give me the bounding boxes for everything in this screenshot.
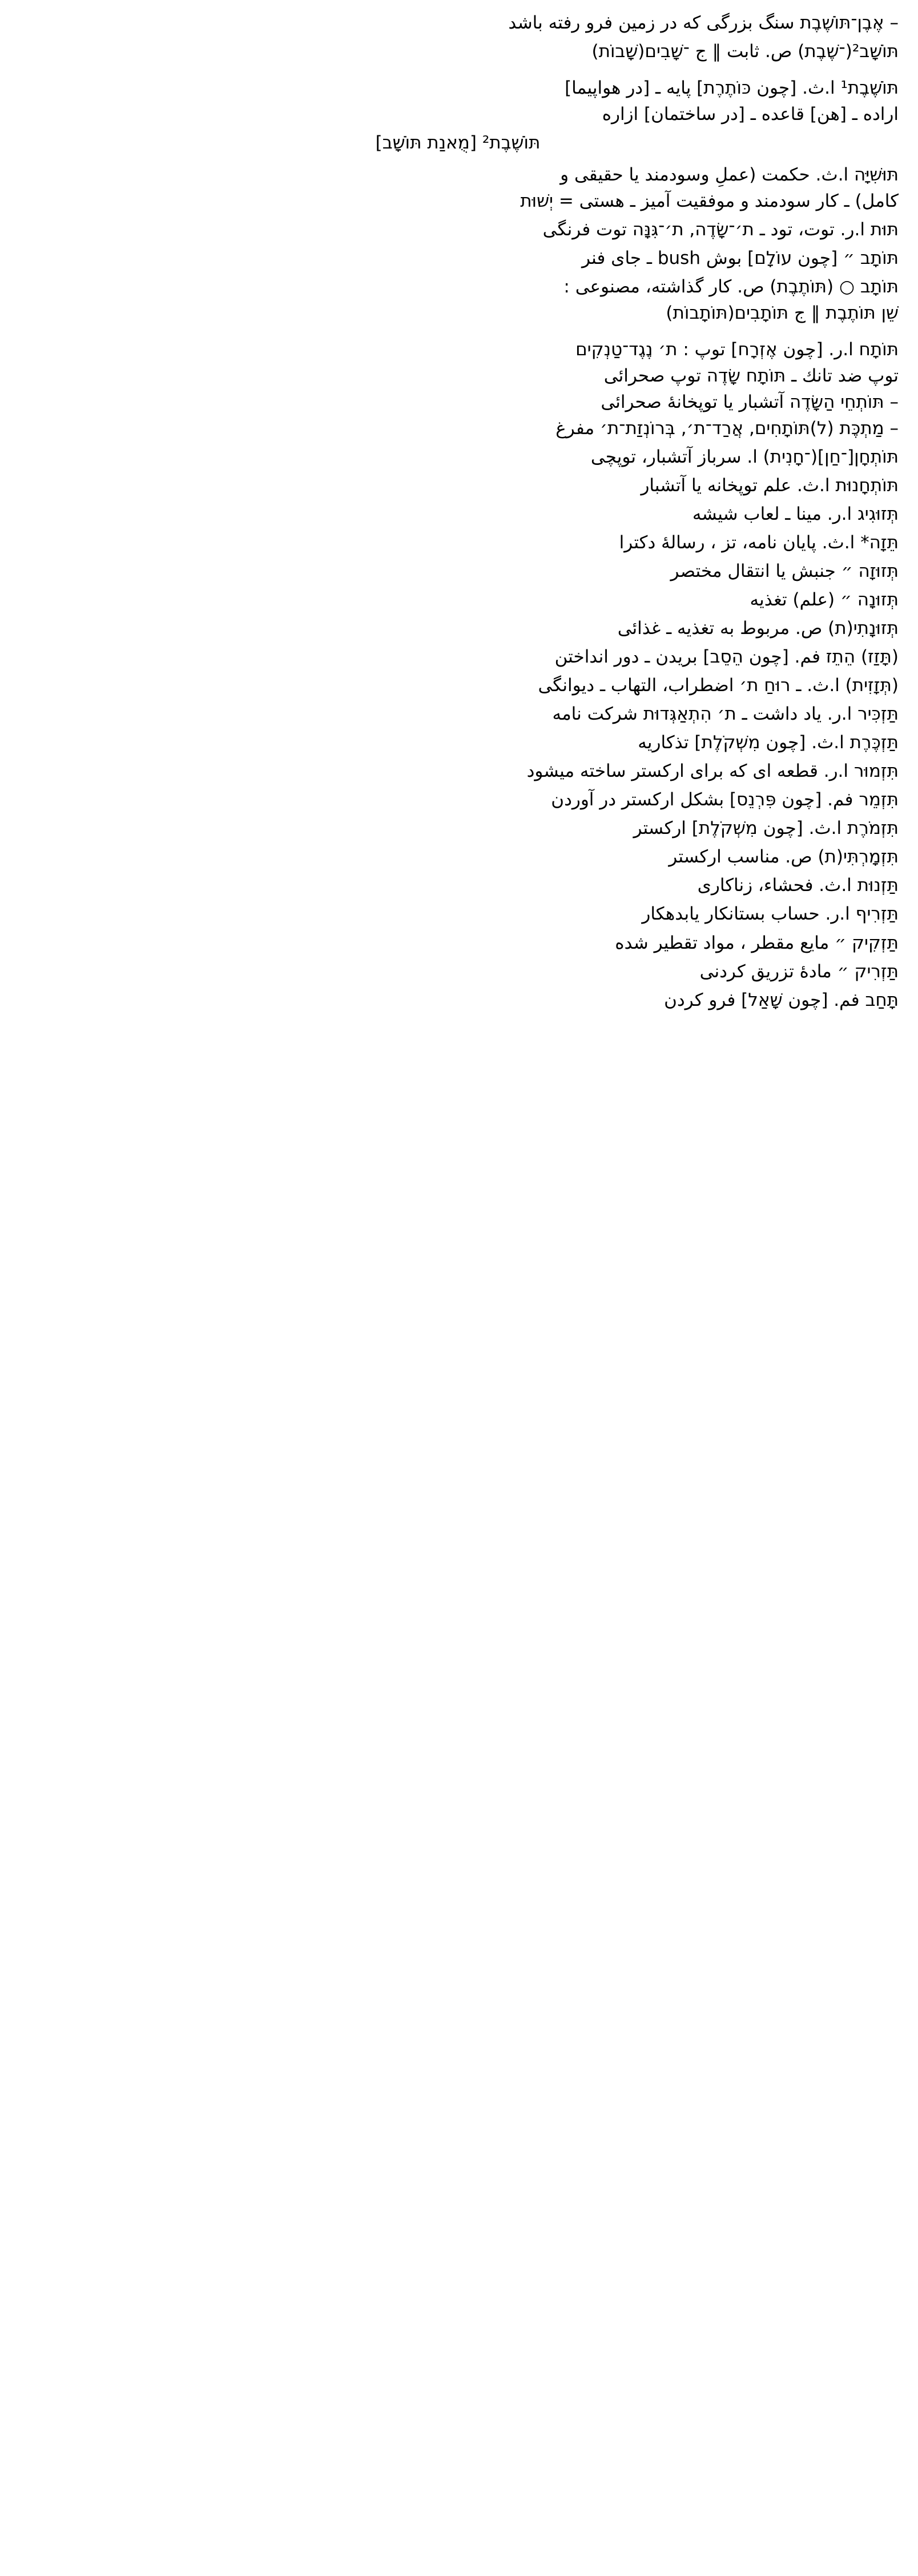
entry-line: תּוֹתָב ״ [چون עוֹלָם] بوش bush ـ جای فنر: [582, 248, 899, 269]
entry-line: תִּזְמָרְתִּי(ת) ص. مناسب ارکستر: [669, 846, 899, 868]
dictionary-entry: [17, 816, 899, 841]
dictionary-entry: [17, 873, 899, 898]
dictionary-entry: [17, 673, 899, 698]
entry-line: תּוּשִׁיָּה ا.ث. حکمت (عملِ وسودمند یا حقیقی و: [560, 164, 899, 186]
dictionary-entry: [17, 130, 899, 155]
entry-line: תַּזְכֶּרֶת ا.ث. [چون מִשְׁקֹלֶת] تذکاریه: [638, 732, 899, 753]
dictionary-entry: [17, 616, 899, 641]
entry-line: תִּזְמוּר ا.ر. قطعه ای که برای ارکستر ساخته میشود: [526, 761, 899, 782]
entry-line: תּוֹתְחָן[־חַן](־חָנִית) ا. سرباز آتشبار، توپچی: [590, 447, 899, 468]
dictionary-entry: [17, 644, 899, 669]
dictionary-entry: [17, 530, 899, 555]
entry-line: (תָּזַז) הֵתֵז فم. [چون הֵסֵב] بریدن ـ دور انداختن: [554, 647, 899, 668]
entry-line: תּוּת ا.ر. توت، تود ـ ת׳־שָׂדֶה, ת׳־גִּנָּה توت فرنگی: [542, 219, 899, 240]
dictionary-entry: [17, 1016, 899, 1056]
entry-line: תַּזְנוּת ا.ث. فحشاء، زناکاری: [697, 875, 899, 896]
dictionary-entry: [17, 162, 899, 214]
dictionary-entry: [17, 559, 899, 584]
entry-line: اراده ـ [هن] قاعده ـ [در ساختمان] ازاره: [602, 104, 899, 125]
entry-line: תַּזְרִיף ا.ر. حساب بستانکار یابدهکار: [642, 904, 899, 925]
dictionary-entry: [17, 587, 899, 612]
entry-line: תּוֹשֶׁבֶת² [מֻאנַת תּוֹשָׁב]: [375, 133, 541, 154]
entry-line: תּוֹשָׁב²(־שֶׁבֶת) ص. ثابت ‖ ج ־שָׁבִים(שָׁבוֹת): [591, 41, 899, 62]
entry-line: תּוֹתָב ○ (תּוֹתֶבֶת) ص. کار گذاشته، مصنوعی :: [563, 276, 899, 298]
entry-list: [17, 10, 899, 1056]
dictionary-entry: [17, 759, 899, 784]
dictionary-entry: [17, 337, 899, 441]
dictionary-entry: [17, 901, 899, 926]
entry-line: תְּזוּזָה ״ جنبش یا انتقال مختصر: [670, 561, 899, 582]
dictionary-entry: [17, 930, 899, 956]
dictionary-entry: [17, 959, 899, 984]
entry-line: [17, 1016, 899, 1036]
spacer: [17, 329, 899, 337]
entry-line: תִּזְמֹרֶת ا.ث. [چون מִשְׁקֹלֶת] ارکستر: [633, 818, 899, 839]
dictionary-entry: [17, 473, 899, 498]
dictionary-entry: [17, 844, 899, 869]
entry-line: תַּזְרִיק ״ مادهٔ تزریق کردنی: [699, 961, 899, 982]
dictionary-entry: [17, 39, 899, 64]
entry-line: תְּזוּנָתִי(ת) ص. مربوط به تغذیه ـ غذائی: [617, 618, 899, 639]
entry-line: תָּחַב فم. [چون שָׁאַל] فرو کردن: [664, 989, 899, 1010]
entry-line: – אֶבֶן־תּוֹשֶׁבֶת سنگ بزرگی که در زمین فرو رفته باشد: [508, 13, 899, 33]
entry-line: توپ ضد تانك ـ תּוֹתָח שָׂדֶה توپ صحرائی: [603, 366, 899, 387]
entry-line: תְּזוּנָה ״ (علم) تغذیه: [750, 589, 899, 611]
entry-line: תּוֹתְחָנוּת ا.ث. علم توپخانه یا آتشبار: [641, 475, 899, 496]
dictionary-entry: [17, 701, 899, 727]
entry-line: (תְּזָזִית) ا.ث. ـ רוּחַ ת׳ اضطراب، التهاب ـ دیوانگی: [538, 675, 899, 696]
entry-line: תִּזְמֵר فم. [چون פִּרְנֵס] بشکل ارکستر در آوردن: [551, 789, 899, 810]
entry-line: کامل) ـ کار سودمند و موفقیت آمیز ـ هستی = יְשׁוּת: [520, 191, 899, 212]
entry-line: תּוֹתָח ا.ر. [چون אֶזְרָח] توپ : ת׳ נֶגֶד־טַנְקִים: [575, 339, 899, 360]
dictionary-entry: [17, 246, 899, 271]
dictionary-entry: [17, 988, 899, 1013]
entry-line: [17, 1037, 899, 1056]
entry-line: – תּוֹתְחֵי הַשָּׂדֶה آتشبار یا توپخانهٔ صحرائی: [601, 392, 899, 413]
entry-line: שֵׁן תּוֹתֶבֶת ‖ ج תּוֹתָבִים(תּוֹתָבוֹת): [666, 303, 899, 324]
dictionary-entry: [17, 787, 899, 812]
dictionary-entry: [17, 10, 899, 35]
dictionary-entry: [17, 501, 899, 527]
spacer: [17, 67, 899, 75]
dictionary-entry: [17, 217, 899, 242]
dictionary-entry: [17, 444, 899, 470]
dictionary-entry: [17, 730, 899, 755]
entry-line: תּוֹשֶׁבֶת¹ ا.ث. [چون כּוֹתֶרֶת] پایه ـ [در هواپیما]: [565, 78, 899, 99]
entry-line: תֵּזָה* ا.ث. پایان نامه، تز ، رسالهٔ دکترا: [619, 532, 899, 553]
dictionary-entry: [17, 274, 899, 326]
entry-line: תַּזְקִיק ״ مایع مقطر ، مواد تقطیر شده: [615, 932, 899, 953]
dictionary-entry: [17, 75, 899, 127]
entry-line: תַּזְכִּיר ا.ر. یاد داشت ـ ת׳ הִתְאַגְּדוּת شرکت نامه: [552, 704, 899, 725]
entry-line: תְּזוּגִיג ا.ر. مینا ـ لعاب شیشه: [692, 504, 899, 525]
entry-line: – מַתְכֶּת (ל)תּוֹתָחִים, אֲרַד־ת׳, בְּרוֹנְזַת־ת׳ مفرغ: [555, 418, 899, 439]
